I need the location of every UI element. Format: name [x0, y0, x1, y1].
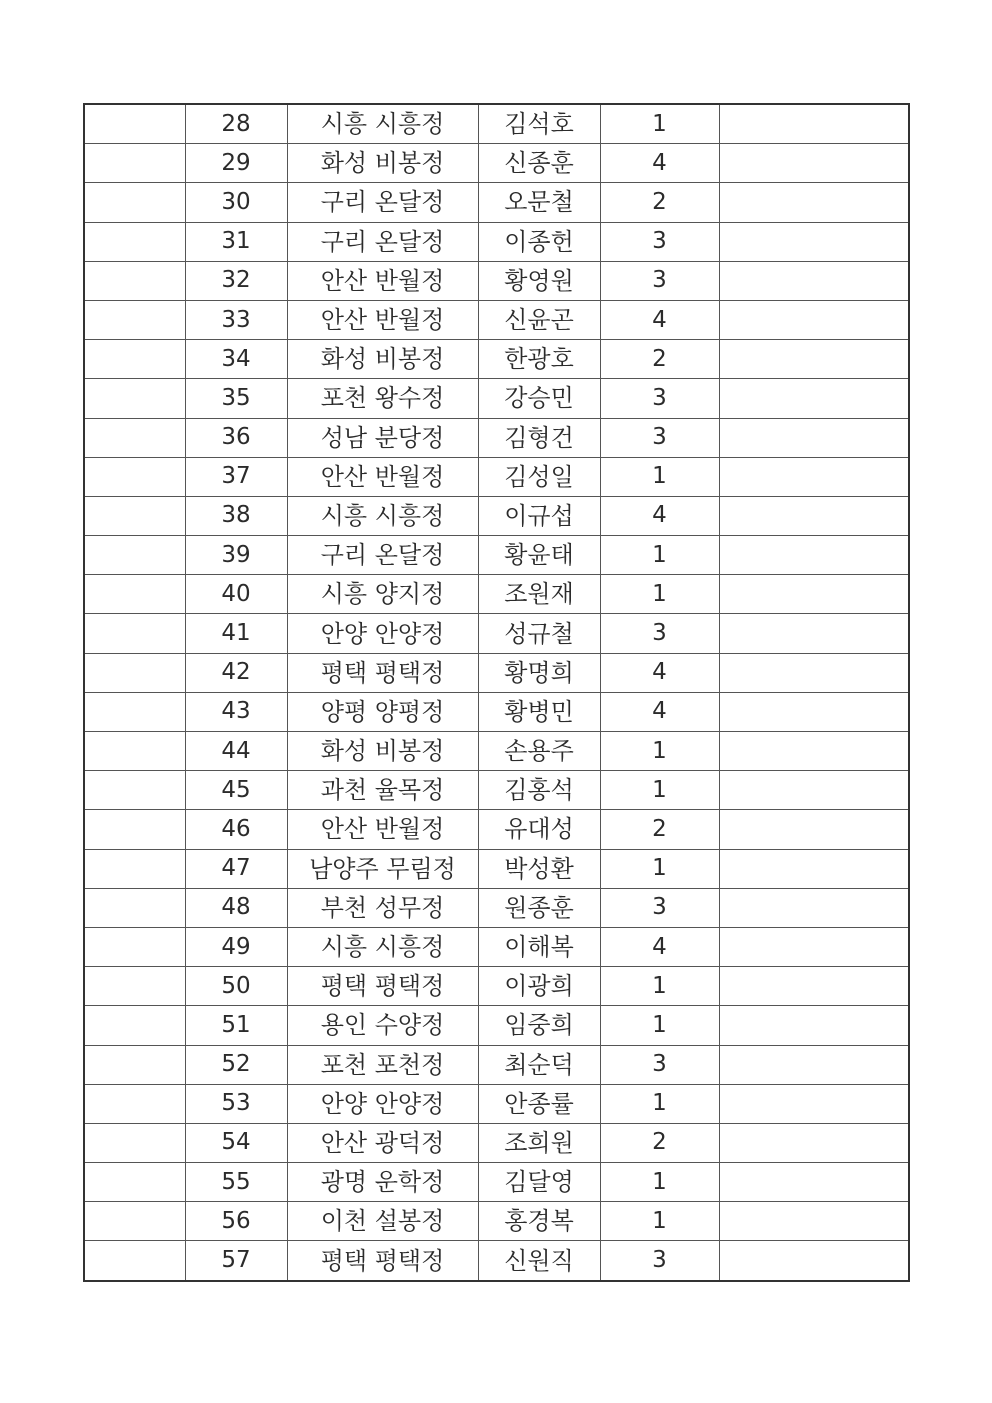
person-name: 강승민 [478, 379, 600, 418]
row-number: 56 [185, 1202, 287, 1241]
person-name: 유대성 [478, 810, 600, 849]
empty-cell [719, 927, 909, 966]
row-number: 55 [185, 1163, 287, 1202]
table-row [84, 849, 909, 888]
table-row [84, 536, 909, 575]
empty-cell [84, 1006, 185, 1045]
empty-cell [719, 1084, 909, 1123]
roster-table-body [84, 104, 909, 1281]
empty-cell [719, 732, 909, 771]
club-name: 안산 반월정 [287, 457, 478, 496]
empty-cell [719, 340, 909, 379]
count-value: 1 [600, 1084, 719, 1123]
empty-cell [84, 614, 185, 653]
row-number: 41 [185, 614, 287, 653]
empty-cell [719, 771, 909, 810]
empty-cell [84, 300, 185, 339]
count-value: 3 [600, 222, 719, 261]
empty-cell [719, 1202, 909, 1241]
club-name: 안산 반월정 [287, 261, 478, 300]
table-row [84, 261, 909, 300]
empty-cell [84, 927, 185, 966]
empty-cell [84, 1163, 185, 1202]
row-number: 43 [185, 692, 287, 731]
count-value: 3 [600, 888, 719, 927]
count-value: 1 [600, 575, 719, 614]
table-row [84, 1202, 909, 1241]
count-value: 3 [600, 418, 719, 457]
club-name: 포천 포천정 [287, 1045, 478, 1084]
count-value: 1 [600, 104, 719, 144]
table-row [84, 1045, 909, 1084]
count-value: 3 [600, 614, 719, 653]
count-value: 1 [600, 457, 719, 496]
empty-cell [84, 457, 185, 496]
row-number: 46 [185, 810, 287, 849]
count-value: 4 [600, 300, 719, 339]
person-name: 조희원 [478, 1123, 600, 1162]
empty-cell [84, 1202, 185, 1241]
row-number: 51 [185, 1006, 287, 1045]
empty-cell [719, 1006, 909, 1045]
empty-cell [719, 653, 909, 692]
person-name: 이규섭 [478, 496, 600, 535]
club-name: 평택 평택정 [287, 1241, 478, 1281]
table-row [84, 967, 909, 1006]
club-name: 성남 분당정 [287, 418, 478, 457]
empty-cell [84, 967, 185, 1006]
count-value: 2 [600, 340, 719, 379]
count-value: 1 [600, 536, 719, 575]
person-name: 신윤곤 [478, 300, 600, 339]
empty-cell [719, 1241, 909, 1281]
table-row [84, 379, 909, 418]
club-name: 화성 비봉정 [287, 144, 478, 183]
club-name: 안산 반월정 [287, 810, 478, 849]
table-row [84, 927, 909, 966]
person-name: 성규철 [478, 614, 600, 653]
person-name: 손용주 [478, 732, 600, 771]
table-row [84, 1163, 909, 1202]
empty-cell [84, 183, 185, 222]
person-name: 최순덕 [478, 1045, 600, 1084]
row-number: 45 [185, 771, 287, 810]
row-number: 44 [185, 732, 287, 771]
empty-cell [719, 379, 909, 418]
roster-table [83, 103, 910, 1282]
empty-cell [719, 418, 909, 457]
table-row [84, 771, 909, 810]
person-name: 황영원 [478, 261, 600, 300]
table-row [84, 1241, 909, 1281]
empty-cell [84, 575, 185, 614]
club-name: 부천 성무정 [287, 888, 478, 927]
row-number: 39 [185, 536, 287, 575]
count-value: 3 [600, 1241, 719, 1281]
club-name: 남양주 무림정 [287, 849, 478, 888]
club-name: 안산 광덕정 [287, 1123, 478, 1162]
empty-cell [719, 183, 909, 222]
empty-cell [84, 888, 185, 927]
row-number: 38 [185, 496, 287, 535]
row-number: 33 [185, 300, 287, 339]
table-row [84, 575, 909, 614]
empty-cell [84, 261, 185, 300]
empty-cell [84, 732, 185, 771]
table-row [84, 496, 909, 535]
person-name: 원종훈 [478, 888, 600, 927]
person-name: 이종헌 [478, 222, 600, 261]
club-name: 시흥 양지정 [287, 575, 478, 614]
table-row [84, 1123, 909, 1162]
club-name: 포천 왕수정 [287, 379, 478, 418]
table-row [84, 1006, 909, 1045]
count-value: 4 [600, 653, 719, 692]
row-number: 47 [185, 849, 287, 888]
row-number: 42 [185, 653, 287, 692]
table-row [84, 888, 909, 927]
empty-cell [84, 810, 185, 849]
club-name: 구리 온달정 [287, 536, 478, 575]
empty-cell [719, 888, 909, 927]
row-number: 36 [185, 418, 287, 457]
person-name: 박성환 [478, 849, 600, 888]
count-value: 3 [600, 1045, 719, 1084]
empty-cell [719, 536, 909, 575]
table-row [84, 144, 909, 183]
person-name: 황윤태 [478, 536, 600, 575]
row-number: 31 [185, 222, 287, 261]
club-name: 이천 설봉정 [287, 1202, 478, 1241]
club-name: 화성 비봉정 [287, 732, 478, 771]
table-row [84, 457, 909, 496]
club-name: 안산 반월정 [287, 300, 478, 339]
count-value: 3 [600, 379, 719, 418]
row-number: 37 [185, 457, 287, 496]
person-name: 신원직 [478, 1241, 600, 1281]
person-name: 이해복 [478, 927, 600, 966]
person-name: 임중희 [478, 1006, 600, 1045]
count-value: 1 [600, 771, 719, 810]
empty-cell [719, 104, 909, 144]
row-number: 40 [185, 575, 287, 614]
table-row [84, 692, 909, 731]
count-value: 4 [600, 496, 719, 535]
person-name: 신종훈 [478, 144, 600, 183]
person-name: 황병민 [478, 692, 600, 731]
empty-cell [719, 967, 909, 1006]
row-number: 30 [185, 183, 287, 222]
person-name: 김성일 [478, 457, 600, 496]
count-value: 1 [600, 849, 719, 888]
person-name: 이광희 [478, 967, 600, 1006]
row-number: 35 [185, 379, 287, 418]
empty-cell [719, 810, 909, 849]
table-row [84, 732, 909, 771]
count-value: 1 [600, 967, 719, 1006]
person-name: 김달영 [478, 1163, 600, 1202]
empty-cell [719, 496, 909, 535]
empty-cell [84, 1084, 185, 1123]
empty-cell [84, 692, 185, 731]
club-name: 구리 온달정 [287, 183, 478, 222]
row-number: 52 [185, 1045, 287, 1084]
person-name: 김홍석 [478, 771, 600, 810]
table-row [84, 810, 909, 849]
club-name: 시흥 시흥정 [287, 104, 478, 144]
empty-cell [84, 418, 185, 457]
row-number: 54 [185, 1123, 287, 1162]
count-value: 4 [600, 144, 719, 183]
person-name: 홍경복 [478, 1202, 600, 1241]
club-name: 시흥 시흥정 [287, 927, 478, 966]
table-row [84, 104, 909, 144]
empty-cell [719, 457, 909, 496]
empty-cell [84, 536, 185, 575]
count-value: 1 [600, 732, 719, 771]
club-name: 안양 안양정 [287, 1084, 478, 1123]
row-number: 50 [185, 967, 287, 1006]
club-name: 과천 율목정 [287, 771, 478, 810]
row-number: 57 [185, 1241, 287, 1281]
club-name: 평택 평택정 [287, 653, 478, 692]
empty-cell [719, 144, 909, 183]
row-number: 49 [185, 927, 287, 966]
empty-cell [84, 849, 185, 888]
table-row [84, 653, 909, 692]
person-name: 한광호 [478, 340, 600, 379]
table-row [84, 300, 909, 339]
club-name: 화성 비봉정 [287, 340, 478, 379]
empty-cell [84, 496, 185, 535]
count-value: 4 [600, 692, 719, 731]
club-name: 광명 운학정 [287, 1163, 478, 1202]
empty-cell [84, 222, 185, 261]
person-name: 조원재 [478, 575, 600, 614]
person-name: 황명희 [478, 653, 600, 692]
club-name: 구리 온달정 [287, 222, 478, 261]
empty-cell [84, 653, 185, 692]
count-value: 2 [600, 810, 719, 849]
club-name: 양평 양평정 [287, 692, 478, 731]
count-value: 1 [600, 1006, 719, 1045]
table-row [84, 222, 909, 261]
person-name: 오문철 [478, 183, 600, 222]
row-number: 48 [185, 888, 287, 927]
table-row [84, 183, 909, 222]
empty-cell [719, 1163, 909, 1202]
count-value: 1 [600, 1163, 719, 1202]
empty-cell [719, 575, 909, 614]
club-name: 시흥 시흥정 [287, 496, 478, 535]
empty-cell [84, 771, 185, 810]
empty-cell [719, 300, 909, 339]
row-number: 34 [185, 340, 287, 379]
empty-cell [84, 104, 185, 144]
person-name: 안종률 [478, 1084, 600, 1123]
empty-cell [84, 1045, 185, 1084]
count-value: 3 [600, 261, 719, 300]
count-value: 2 [600, 1123, 719, 1162]
table-row [84, 418, 909, 457]
empty-cell [84, 144, 185, 183]
row-number: 53 [185, 1084, 287, 1123]
table-row [84, 1084, 909, 1123]
empty-cell [84, 379, 185, 418]
club-name: 용인 수양정 [287, 1006, 478, 1045]
empty-cell [719, 692, 909, 731]
person-name: 김형건 [478, 418, 600, 457]
table-row [84, 340, 909, 379]
table-row [84, 614, 909, 653]
person-name: 김석호 [478, 104, 600, 144]
count-value: 4 [600, 927, 719, 966]
club-name: 안양 안양정 [287, 614, 478, 653]
row-number: 32 [185, 261, 287, 300]
count-value: 2 [600, 183, 719, 222]
empty-cell [719, 222, 909, 261]
empty-cell [719, 261, 909, 300]
empty-cell [719, 614, 909, 653]
row-number: 28 [185, 104, 287, 144]
club-name: 평택 평택정 [287, 967, 478, 1006]
count-value: 1 [600, 1202, 719, 1241]
empty-cell [84, 340, 185, 379]
empty-cell [719, 849, 909, 888]
empty-cell [84, 1123, 185, 1162]
row-number: 29 [185, 144, 287, 183]
empty-cell [84, 1241, 185, 1281]
empty-cell [719, 1123, 909, 1162]
empty-cell [719, 1045, 909, 1084]
